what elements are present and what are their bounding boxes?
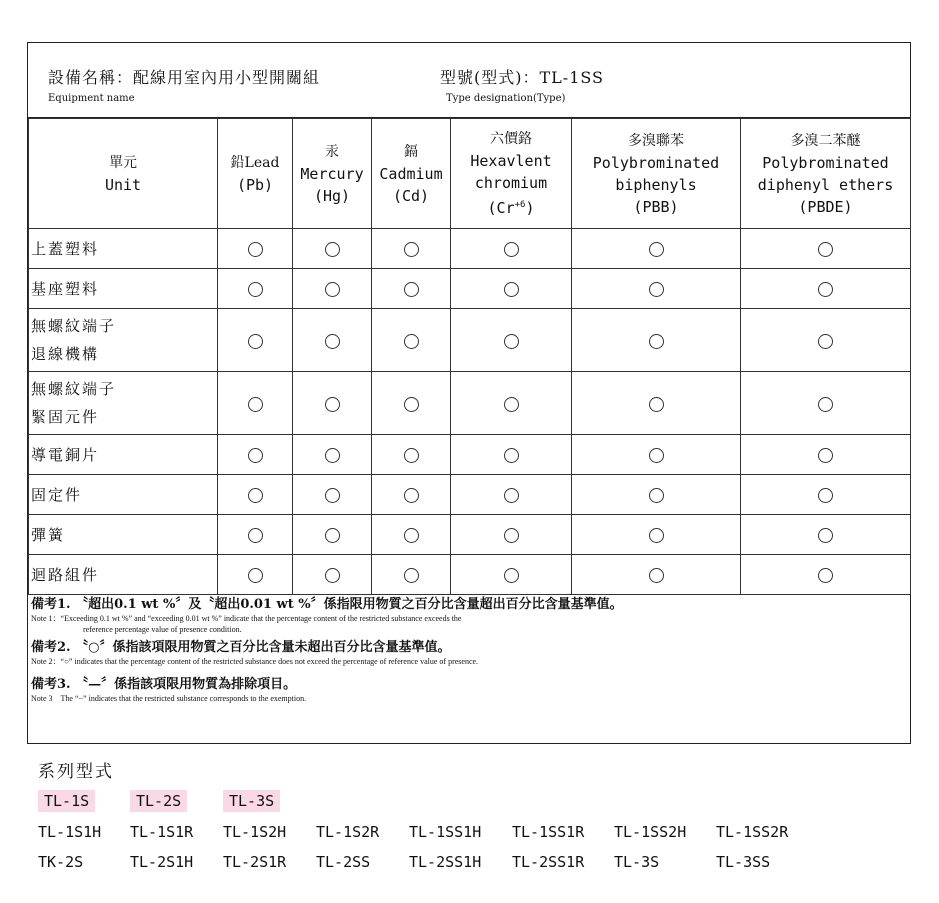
circle-mark-icon: [248, 448, 263, 463]
circle-mark-icon: [504, 488, 519, 503]
circle-mark-icon: [818, 488, 833, 503]
circle-mark-icon: [649, 488, 664, 503]
circle-mark-icon: [649, 448, 664, 463]
circle-mark-icon: [325, 334, 340, 349]
presence-cell: [293, 309, 372, 372]
circle-mark-icon: [404, 488, 419, 503]
presence-cell: [293, 372, 372, 435]
presence-cell: [572, 269, 741, 309]
circle-mark-icon: [504, 448, 519, 463]
circle-mark-icon: [818, 568, 833, 583]
presence-cell: [741, 435, 911, 475]
table-row: [29, 372, 911, 435]
model-item: TL-2S1R: [223, 853, 287, 871]
presence-cell: [572, 475, 741, 515]
circle-mark-icon: [404, 242, 419, 257]
type-designation-zh: 型號(型式)：TL-1SS: [440, 68, 605, 87]
row-label: 固定件: [29, 475, 218, 515]
declaration-frame: [27, 42, 911, 744]
circle-mark-icon: [248, 568, 263, 583]
row-label: 迴路組件: [29, 555, 218, 595]
note-1-en: Note 1：“Exceeding 0.1 wt %” and “exceeding 0.01 wt %” indicate that the percentage content of the restricted substance exceeds the: [31, 614, 462, 623]
col-header-pbb: 多溴聯苯 Polybrominated biphenyls (PBB): [572, 119, 741, 229]
presence-cell: [293, 269, 372, 309]
presence-cell: [451, 515, 572, 555]
model-item: TK-2S: [38, 853, 84, 871]
equipment-name-zh: 設備名稱：配線用室內用小型開關組: [48, 68, 321, 87]
circle-mark-icon: [649, 334, 664, 349]
presence-cell: [372, 372, 451, 435]
circle-mark-icon: [325, 242, 340, 257]
circle-mark-icon: [325, 282, 340, 297]
circle-mark-icon: [504, 528, 519, 543]
model-item: TL-1S2R: [316, 823, 380, 841]
presence-cell: [572, 229, 741, 269]
presence-cell: [451, 372, 572, 435]
table-row: [29, 229, 911, 269]
model-item: TL-1SS2R: [716, 823, 789, 841]
table-row: [29, 515, 911, 555]
presence-cell: [572, 372, 741, 435]
col-header-mercury: 汞 Mercury (Hg): [293, 119, 372, 229]
presence-cell: [218, 309, 293, 372]
model-item: TL-1SS1H: [409, 823, 482, 841]
circle-mark-icon: [649, 568, 664, 583]
circle-mark-icon: [248, 334, 263, 349]
circle-mark-icon: [248, 528, 263, 543]
circle-mark-icon: [248, 242, 263, 257]
model-item: TL-2S1H: [130, 853, 194, 871]
model-item: TL-3SS: [716, 853, 771, 871]
circle-mark-icon: [818, 334, 833, 349]
circle-mark-icon: [818, 242, 833, 257]
circle-mark-icon: [248, 397, 263, 412]
table-header-row: [29, 119, 911, 229]
circle-mark-icon: [649, 242, 664, 257]
circle-mark-icon: [818, 528, 833, 543]
presence-cell: [218, 515, 293, 555]
circle-mark-icon: [404, 448, 419, 463]
presence-cell: [372, 435, 451, 475]
model-item: TL-2SS1R: [512, 853, 585, 871]
presence-cell: [293, 515, 372, 555]
model-tag: TL-2S: [130, 790, 187, 812]
presence-cell: [741, 269, 911, 309]
circle-mark-icon: [404, 568, 419, 583]
circle-mark-icon: [504, 397, 519, 412]
circle-mark-icon: [504, 568, 519, 583]
circle-mark-icon: [325, 488, 340, 503]
declaration-header: [28, 43, 910, 118]
circle-mark-icon: [649, 528, 664, 543]
col-header-chromium: 六價鉻 Hexavlent chromium $(Cr^{+6})$: [451, 119, 572, 229]
presence-cell: [372, 309, 451, 372]
circle-mark-icon: [818, 282, 833, 297]
presence-cell: [451, 269, 572, 309]
circle-mark-icon: [248, 282, 263, 297]
model-item: TL-1SS1R: [512, 823, 585, 841]
note-3-zh: 備考3. 〝—〞係指該項限用物質為排除項目。: [31, 677, 297, 692]
presence-cell: [372, 269, 451, 309]
circle-mark-icon: [404, 334, 419, 349]
row-label: 導電銅片: [29, 435, 218, 475]
circle-mark-icon: [649, 397, 664, 412]
circle-mark-icon: [818, 448, 833, 463]
circle-mark-icon: [504, 282, 519, 297]
circle-mark-icon: [504, 334, 519, 349]
equipment-name-en: Equipment name: [48, 93, 135, 104]
restricted-substances-table: [28, 118, 911, 595]
col-header-pbde: 多溴二苯醚 Polybrominated diphenyl ethers (PBDE): [741, 119, 911, 229]
note-1-zh: 備考1. 〝超出0.1 wt %〞及〝超出0.01 wt %〞係指限用物質之百分比含量超出百分比含量基準值。: [31, 597, 623, 612]
note-2-en: Note 2：“○” indicates that the percentage content of the restricted substance does not exceed the percentage of reference value of presence.: [31, 657, 479, 666]
circle-mark-icon: [248, 488, 263, 503]
row-label: 無螺紋端子 緊固元件: [29, 372, 218, 435]
table-row: [29, 269, 911, 309]
presence-cell: [451, 229, 572, 269]
presence-cell: [572, 435, 741, 475]
presence-cell: [293, 435, 372, 475]
circle-mark-icon: [649, 282, 664, 297]
presence-cell: [372, 475, 451, 515]
presence-cell: [451, 309, 572, 372]
row-label: 基座塑料: [29, 269, 218, 309]
col-header-unit: 單元 Unit: [29, 119, 218, 229]
presence-cell: [372, 515, 451, 555]
row-label: 無螺紋端子 退線機構: [29, 309, 218, 372]
model-tag: TL-3S: [223, 790, 280, 812]
circle-mark-icon: [504, 242, 519, 257]
table-row: [29, 309, 911, 372]
presence-cell: [741, 372, 911, 435]
circle-mark-icon: [325, 448, 340, 463]
notes-section: [28, 588, 910, 704]
table-row: [29, 435, 911, 475]
series-title: 系列型式: [38, 762, 114, 782]
presence-cell: [741, 515, 911, 555]
presence-cell: [451, 435, 572, 475]
presence-cell: [218, 372, 293, 435]
presence-cell: [372, 229, 451, 269]
circle-mark-icon: [404, 282, 419, 297]
presence-cell: [451, 475, 572, 515]
circle-mark-icon: [404, 528, 419, 543]
col-header-cadmium: 鎘 Cadmium (Cd): [372, 119, 451, 229]
note-3-en: Note 3 The “−” indicates that the restricted substance corresponds to the exemption.: [31, 694, 307, 703]
row-label: 彈簧: [29, 515, 218, 555]
table-row: [29, 475, 911, 515]
circle-mark-icon: [325, 568, 340, 583]
presence-cell: [218, 229, 293, 269]
model-item: TL-1S1R: [130, 823, 194, 841]
presence-cell: [293, 475, 372, 515]
col-header-lead: 鉛Lead (Pb): [218, 119, 293, 229]
circle-mark-icon: [325, 528, 340, 543]
circle-mark-icon: [325, 397, 340, 412]
circle-mark-icon: [818, 397, 833, 412]
presence-cell: [218, 435, 293, 475]
presence-cell: [572, 515, 741, 555]
model-item: TL-1S2H: [223, 823, 287, 841]
type-designation-en: Type designation(Type): [446, 93, 566, 104]
model-item: TL-1SS2H: [614, 823, 687, 841]
presence-cell: [741, 229, 911, 269]
note-1-en-cont: reference percentage value of presence condition.: [83, 625, 242, 634]
presence-cell: [741, 309, 911, 372]
model-item: TL-3S: [614, 853, 660, 871]
presence-cell: [572, 309, 741, 372]
model-tag: TL-1S: [38, 790, 95, 812]
row-label: 上蓋塑料: [29, 229, 218, 269]
circle-mark-icon: [404, 397, 419, 412]
presence-cell: [293, 229, 372, 269]
model-item: TL-1S1H: [38, 823, 102, 841]
presence-cell: [218, 475, 293, 515]
model-item: TL-2SS: [316, 853, 371, 871]
presence-cell: [218, 269, 293, 309]
note-2-zh: 備考2. 〝○〞係指該項限用物質之百分比含量未超出百分比含量基準值。: [31, 640, 451, 655]
presence-cell: [741, 475, 911, 515]
model-item: TL-2SS1H: [409, 853, 482, 871]
